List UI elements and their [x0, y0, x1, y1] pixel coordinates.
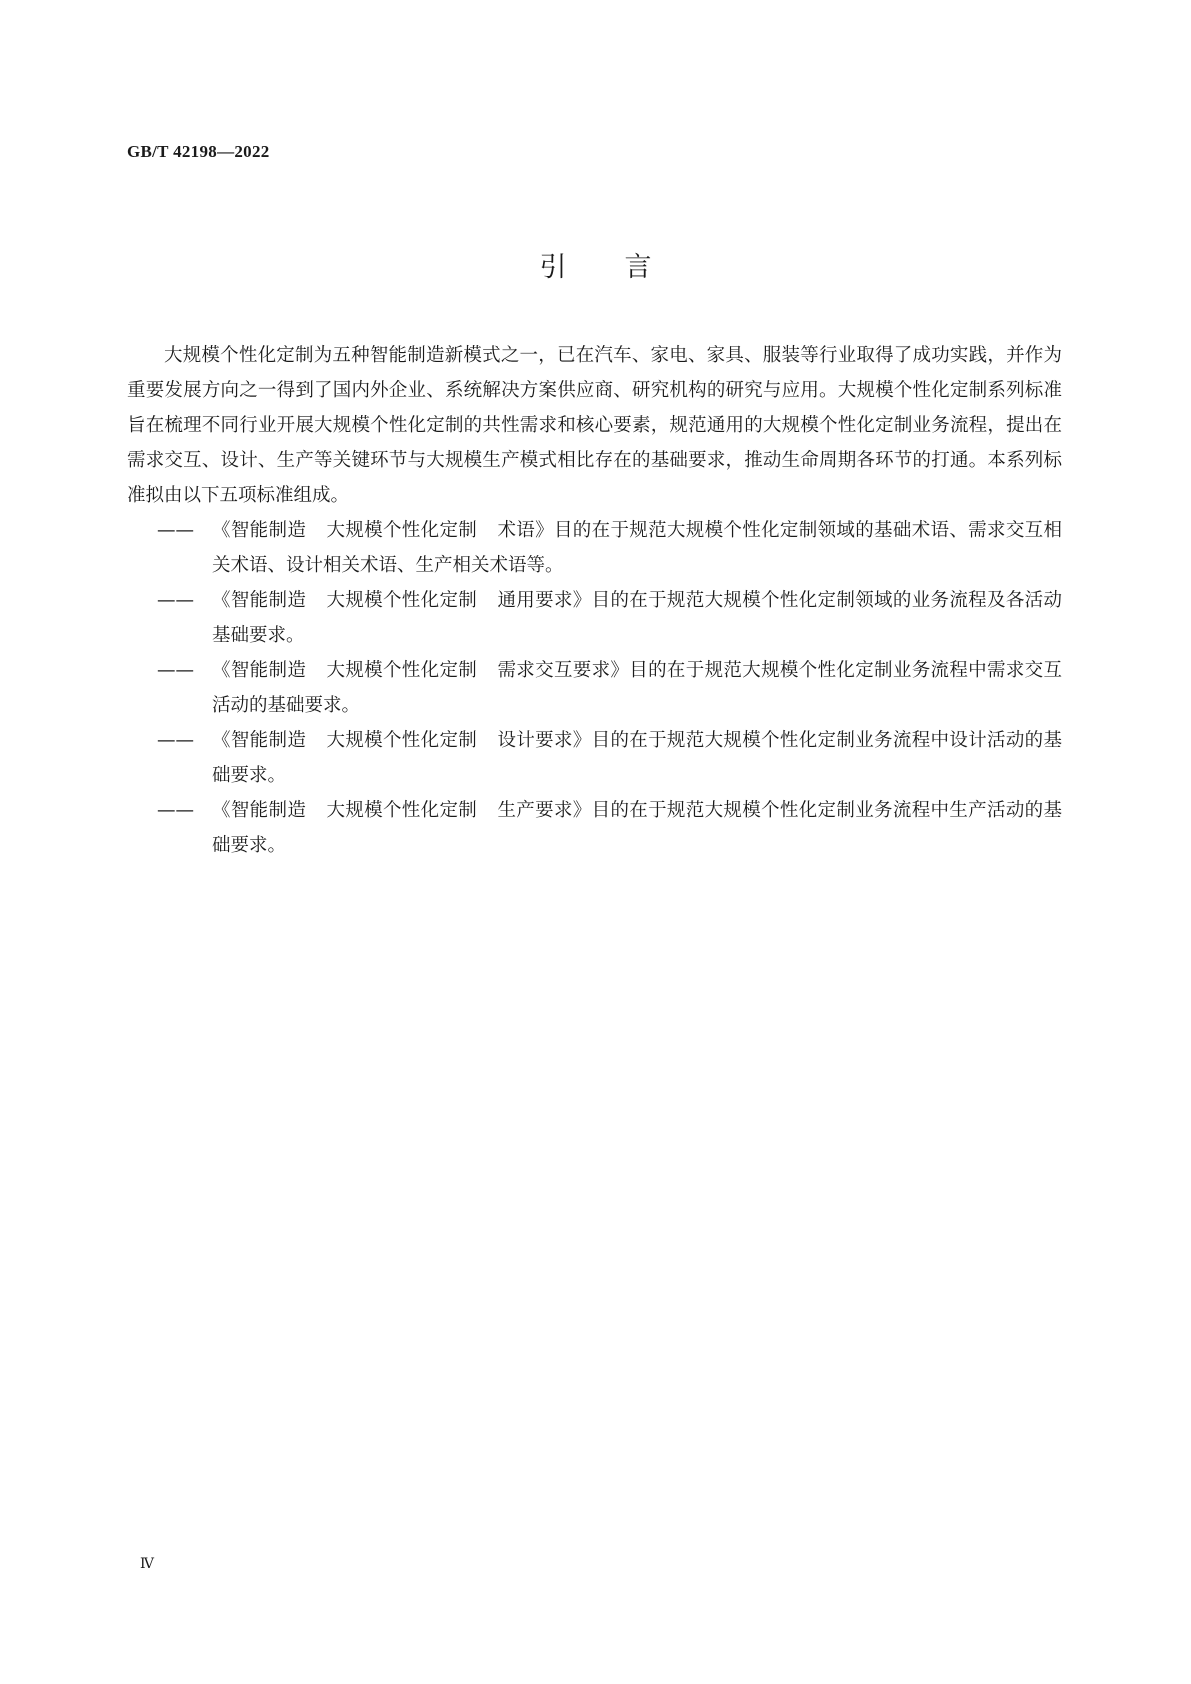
- list-dash: ——: [157, 520, 194, 541]
- standards-list: [127, 513, 1062, 863]
- standard-title-series: 大规模个性化定制: [326, 730, 478, 751]
- standard-purpose: 目的在于规范大规模个性化定制领域的业务流程及各活动基础要求。: [212, 590, 1062, 646]
- standard-title-part: 生产要求》: [497, 800, 592, 821]
- standard-title-part: 设计要求》: [497, 730, 592, 751]
- standard-title-open: 《智能制造: [212, 520, 307, 541]
- standard-code: GB/T 42198—2022: [127, 142, 270, 161]
- standard-title-part: 需求交互要求》: [497, 660, 630, 681]
- list-item: [127, 723, 1062, 793]
- standard-purpose: 目的在于规范大规模个性化定制领域的基础术语、需求交互相关术语、设计相关术语、生产相关术语等。: [212, 520, 1062, 576]
- standard-title-part: 通用要求》: [497, 590, 592, 611]
- standard-title-part: 术语》: [497, 520, 554, 541]
- list-item: [127, 653, 1062, 723]
- intro-paragraph: 大规模个性化定制为五种智能制造新模式之一，已在汽车、家电、家具、服装等行业取得了成功实践，并作为重要发展方向之一得到了国内外企业、系统解决方案供应商、研究机构的研究与应用。大规模个性化定制系列标准旨在梳理不同行业开展大规模个性化定制的共性需求和核心要素，规范通用的大规模个性化定制业务流程，提出在需求交互、设计、生产等关键环节与大规模生产模式相比存在的基础要求，推动生命周期各环节的打通。本系列标准拟由以下五项标准组成。: [127, 345, 1062, 506]
- list-dash: ——: [157, 590, 194, 611]
- standard-title-open: 《智能制造: [212, 800, 307, 821]
- list-dash: ——: [157, 730, 194, 751]
- standard-title-series: 大规模个性化定制: [326, 520, 478, 541]
- standard-title-series: 大规模个性化定制: [326, 590, 478, 611]
- list-dash: ——: [157, 800, 194, 821]
- standard-title-open: 《智能制造: [212, 660, 307, 681]
- standard-purpose: 目的在于规范大规模个性化定制业务流程中生产活动的基础要求。: [212, 800, 1062, 856]
- list-item: [127, 793, 1062, 863]
- introduction-body: [127, 338, 1062, 863]
- standard-purpose: 目的在于规范大规模个性化定制业务流程中设计活动的基础要求。: [212, 730, 1062, 786]
- list-item: [127, 513, 1062, 583]
- standard-title-series: 大规模个性化定制: [326, 660, 478, 681]
- standard-title-series: 大规模个性化定制: [326, 800, 478, 821]
- standard-title-open: 《智能制造: [212, 590, 307, 611]
- standard-title-open: 《智能制造: [212, 730, 307, 751]
- list-item: [127, 583, 1062, 653]
- standard-purpose: 目的在于规范大规模个性化定制业务流程中需求交互活动的基础要求。: [212, 660, 1062, 716]
- list-dash: ——: [157, 660, 194, 681]
- page-number: Ⅳ: [140, 1557, 154, 1572]
- section-heading: 引言: [539, 252, 710, 283]
